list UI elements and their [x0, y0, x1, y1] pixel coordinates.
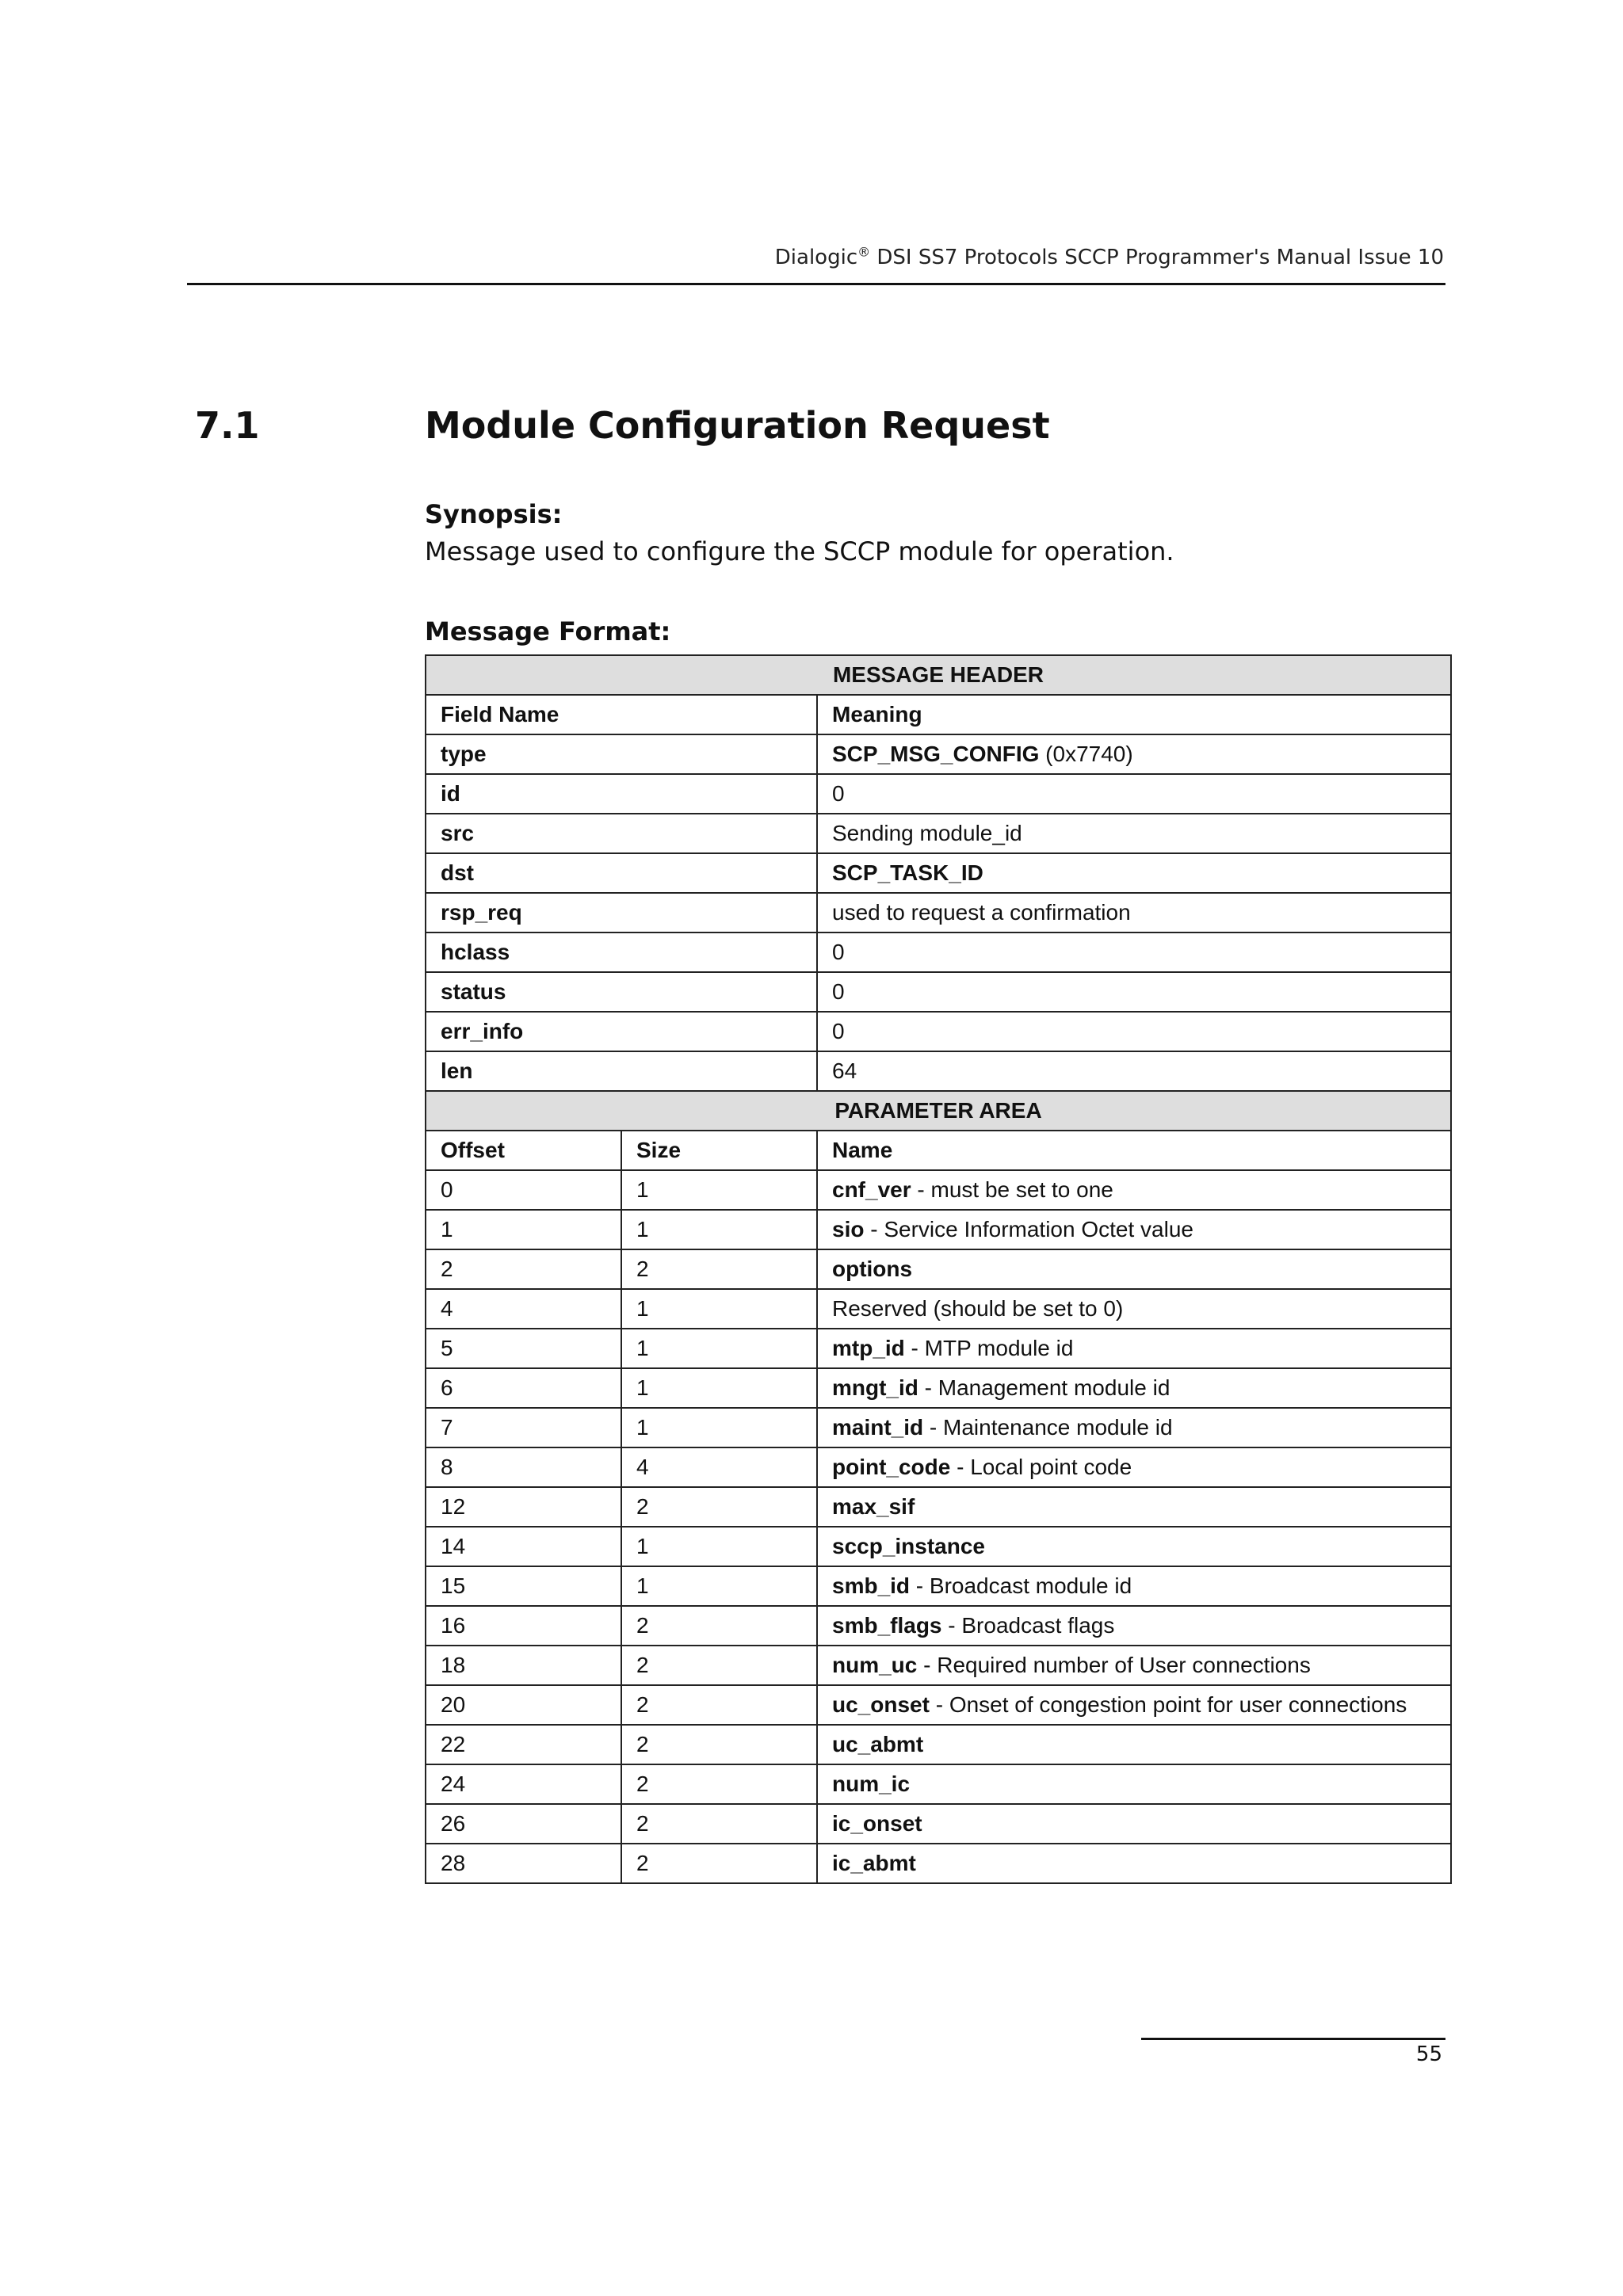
meaning-text: 64	[832, 1058, 857, 1083]
field-name: id	[426, 774, 817, 814]
parameter-size: 2	[621, 1249, 817, 1289]
parameter-size: 2	[621, 1844, 817, 1883]
parameter-size: 1	[621, 1289, 817, 1329]
meaning-text: 0	[832, 940, 845, 964]
parameter-size: 1	[621, 1566, 817, 1606]
parameter-name: sio	[832, 1217, 865, 1241]
parameter-row	[426, 1606, 1451, 1646]
parameter-area-column-headers	[426, 1131, 1451, 1170]
header-rule	[187, 283, 1445, 285]
synopsis-text: Message used to configure the SCCP module for operation.	[425, 536, 1174, 566]
parameter-size: 1	[621, 1408, 817, 1447]
page-number: 55	[1415, 2042, 1442, 2066]
header-field-row	[426, 893, 1451, 933]
meaning-text: 0	[832, 1019, 845, 1043]
parameter-row	[426, 1804, 1451, 1844]
parameter-size: 1	[621, 1368, 817, 1408]
parameter-name: ic_onset	[832, 1811, 922, 1836]
parameter-size: 2	[621, 1646, 817, 1685]
parameter-name: mtp_id	[832, 1336, 905, 1360]
parameter-row	[426, 1408, 1451, 1447]
parameter-offset: 14	[426, 1527, 621, 1566]
parameter-name-cell	[817, 1210, 1451, 1249]
parameter-size: 2	[621, 1725, 817, 1764]
field-name: src	[426, 814, 817, 853]
parameter-row	[426, 1764, 1451, 1804]
parameter-offset: 6	[426, 1368, 621, 1408]
meaning-constant: SCP_MSG_CONFIG	[832, 742, 1040, 766]
column-header-meaning: Meaning	[817, 695, 1451, 734]
field-meaning	[817, 1012, 1451, 1051]
parameter-offset: 24	[426, 1764, 621, 1804]
parameter-description: - Maintenance module id	[923, 1415, 1173, 1440]
parameter-description: Reserved (should be set to 0)	[832, 1296, 1124, 1321]
parameter-description: - Required number of User connections	[917, 1653, 1311, 1677]
field-meaning	[817, 734, 1451, 774]
parameter-name-cell	[817, 1249, 1451, 1289]
parameter-description: - must be set to one	[911, 1177, 1113, 1202]
meaning-text: used to request a confirmation	[832, 900, 1131, 925]
parameter-name-cell	[817, 1527, 1451, 1566]
parameter-offset: 26	[426, 1804, 621, 1844]
header-field-row	[426, 774, 1451, 814]
parameter-name: options	[832, 1257, 913, 1281]
field-name: len	[426, 1051, 817, 1091]
parameter-row	[426, 1566, 1451, 1606]
parameter-name-cell	[817, 1566, 1451, 1606]
parameter-size: 4	[621, 1447, 817, 1487]
parameter-size: 1	[621, 1527, 817, 1566]
parameter-name: smb_id	[832, 1573, 911, 1598]
parameter-name-cell	[817, 1844, 1451, 1883]
parameter-name-cell	[817, 1804, 1451, 1844]
parameter-offset: 5	[426, 1329, 621, 1368]
parameter-name: maint_id	[832, 1415, 924, 1440]
parameter-row	[426, 1685, 1451, 1725]
parameter-size: 2	[621, 1606, 817, 1646]
parameter-offset: 7	[426, 1408, 621, 1447]
field-meaning	[817, 774, 1451, 814]
parameter-row	[426, 1646, 1451, 1685]
meaning-text: (0x7740)	[1039, 742, 1133, 766]
footer-rule	[1141, 2038, 1445, 2040]
column-header-offset: Offset	[426, 1131, 621, 1170]
parameter-area-band	[426, 1091, 1451, 1131]
field-name: err_info	[426, 1012, 817, 1051]
parameter-description: - Onset of congestion point for user connections	[929, 1692, 1407, 1717]
registered-mark: ®	[857, 244, 871, 260]
parameter-row	[426, 1329, 1451, 1368]
meaning-text: Sending module_id	[832, 821, 1022, 845]
meaning-text: 0	[832, 979, 845, 1004]
parameter-size: 1	[621, 1170, 817, 1210]
field-name: rsp_req	[426, 893, 817, 933]
field-meaning	[817, 972, 1451, 1012]
parameter-name: num_ic	[832, 1772, 911, 1796]
header-field-row	[426, 734, 1451, 774]
meaning-text: 0	[832, 781, 845, 806]
field-meaning	[817, 1051, 1451, 1091]
message-header-column-headers	[426, 695, 1451, 734]
parameter-name-cell	[817, 1170, 1451, 1210]
field-name: dst	[426, 853, 817, 893]
section-number: 7.1	[195, 404, 260, 447]
parameter-name-cell	[817, 1646, 1451, 1685]
parameter-offset: 12	[426, 1487, 621, 1527]
parameter-row	[426, 1289, 1451, 1329]
parameter-offset: 1	[426, 1210, 621, 1249]
header-brand: Dialogic	[774, 246, 858, 269]
field-name: status	[426, 972, 817, 1012]
parameter-row	[426, 1170, 1451, 1210]
parameter-offset: 4	[426, 1289, 621, 1329]
header-field-row	[426, 972, 1451, 1012]
parameter-offset: 22	[426, 1725, 621, 1764]
parameter-row	[426, 1527, 1451, 1566]
parameter-row	[426, 1447, 1451, 1487]
parameter-name-cell	[817, 1487, 1451, 1527]
parameter-offset: 0	[426, 1170, 621, 1210]
parameter-description: - Service Information Octet value	[864, 1217, 1193, 1241]
parameter-name-cell	[817, 1764, 1451, 1804]
parameter-name: max_sif	[832, 1494, 915, 1519]
header-field-row	[426, 1051, 1451, 1091]
header-field-row	[426, 853, 1451, 893]
parameter-size: 2	[621, 1764, 817, 1804]
parameter-offset: 20	[426, 1685, 621, 1725]
parameter-offset: 18	[426, 1646, 621, 1685]
header-manual-title: DSI SS7 Protocols SCCP Programmer's Manual Issue 10	[870, 246, 1444, 269]
field-meaning	[817, 853, 1451, 893]
column-header-name: Name	[817, 1131, 1451, 1170]
parameter-description: - Local point code	[950, 1455, 1132, 1479]
parameter-area-band-label: PARAMETER AREA	[426, 1091, 1451, 1131]
column-header-size: Size	[621, 1131, 817, 1170]
field-meaning	[817, 814, 1451, 853]
parameter-size: 1	[621, 1210, 817, 1249]
meaning-constant: SCP_TASK_ID	[832, 860, 983, 885]
message-format-label: Message Format:	[425, 616, 671, 646]
parameter-size: 2	[621, 1685, 817, 1725]
message-format-table	[425, 654, 1452, 1884]
parameter-offset: 2	[426, 1249, 621, 1289]
field-meaning	[817, 933, 1451, 972]
parameter-name-cell	[817, 1329, 1451, 1368]
parameter-size: 1	[621, 1329, 817, 1368]
synopsis-label: Synopsis:	[425, 499, 563, 529]
column-header-field-name: Field Name	[426, 695, 817, 734]
message-header-band-label: MESSAGE HEADER	[426, 655, 1451, 695]
parameter-name: cnf_ver	[832, 1177, 911, 1202]
parameter-name: point_code	[832, 1455, 951, 1479]
field-name: type	[426, 734, 817, 774]
header-field-row	[426, 933, 1451, 972]
parameter-name: uc_abmt	[832, 1732, 924, 1756]
parameter-row	[426, 1249, 1451, 1289]
parameter-description: - Broadcast flags	[941, 1613, 1115, 1638]
parameter-name: num_uc	[832, 1653, 918, 1677]
parameter-row	[426, 1368, 1451, 1408]
running-header	[187, 246, 1444, 269]
parameter-name: smb_flags	[832, 1613, 942, 1638]
parameter-name-cell	[817, 1606, 1451, 1646]
parameter-name-cell	[817, 1408, 1451, 1447]
parameter-offset: 16	[426, 1606, 621, 1646]
parameter-offset: 15	[426, 1566, 621, 1606]
parameter-size: 2	[621, 1804, 817, 1844]
parameter-name-cell	[817, 1685, 1451, 1725]
parameter-description: - Broadcast module id	[910, 1573, 1132, 1598]
parameter-name: uc_onset	[832, 1692, 930, 1717]
parameter-name-cell	[817, 1725, 1451, 1764]
header-field-row	[426, 814, 1451, 853]
parameter-description: - Management module id	[918, 1375, 1170, 1400]
parameter-size: 2	[621, 1487, 817, 1527]
parameter-row	[426, 1210, 1451, 1249]
parameter-name-cell	[817, 1289, 1451, 1329]
section-title: Module Configuration Request	[425, 404, 1050, 447]
parameter-row	[426, 1487, 1451, 1527]
parameter-name: mngt_id	[832, 1375, 918, 1400]
parameter-offset: 28	[426, 1844, 621, 1883]
parameter-row	[426, 1725, 1451, 1764]
parameter-name-cell	[817, 1368, 1451, 1408]
parameter-name: sccp_instance	[832, 1534, 985, 1558]
parameter-name: ic_abmt	[832, 1851, 916, 1875]
parameter-row	[426, 1844, 1451, 1883]
field-meaning	[817, 893, 1451, 933]
header-field-row	[426, 1012, 1451, 1051]
parameter-name-cell	[817, 1447, 1451, 1487]
parameter-offset: 8	[426, 1447, 621, 1487]
parameter-description: - MTP module id	[904, 1336, 1074, 1360]
field-name: hclass	[426, 933, 817, 972]
message-header-band	[426, 655, 1451, 695]
